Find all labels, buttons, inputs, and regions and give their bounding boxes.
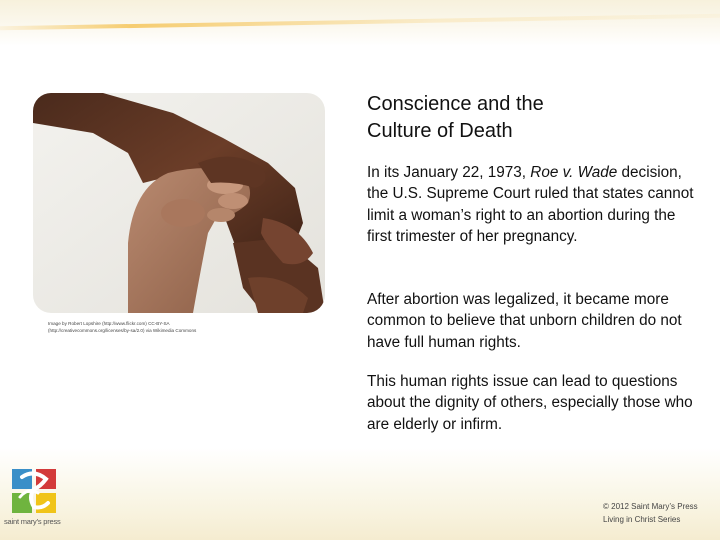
paragraph-roe-v-wade (367, 162, 702, 247)
paragraph-unborn-rights: After abortion was legalized, it became more common to believe that unborn children do not have full human rights. (367, 291, 682, 351)
paragraph-1-prefix: In its January 22, 1973, (367, 164, 531, 181)
paragraph-1-suffix: decision, the U.S. Supreme Court ruled that states cannot limit a woman’s right to an abortion during the first trimester of her pregnancy. (367, 164, 694, 245)
copyright-line-1: © 2012 Saint Mary’s Press (603, 502, 698, 511)
baby-hand-photo (33, 93, 325, 313)
photo-credit-line-2: (http://creativecommons.org/licenses/by-sa/2.0) via Wikimedia Commons (48, 328, 197, 333)
bottom-decorative-bar (0, 448, 720, 540)
slide-title-line-2: Culture of Death (367, 120, 513, 142)
top-decorative-bar (0, 0, 720, 46)
photo-credit-line-1: Image by Robert Lopshire (http://www.flickr.com) CC-BY-SA (48, 321, 170, 326)
slide-title-line-1: Conscience and the (367, 93, 544, 115)
photo-credit (48, 320, 318, 334)
slide-title (367, 91, 697, 145)
case-name-italic: Roe v. Wade (530, 164, 618, 181)
paragraph-dignity: This human rights issue can lead to questions about the dignity of others, especially those who are elderly or infirm. (367, 373, 693, 433)
copyright-notice (603, 500, 718, 526)
logo-wordmark: saint mary's press (4, 517, 61, 526)
copyright-line-2: Living in Christ Series (603, 515, 681, 524)
